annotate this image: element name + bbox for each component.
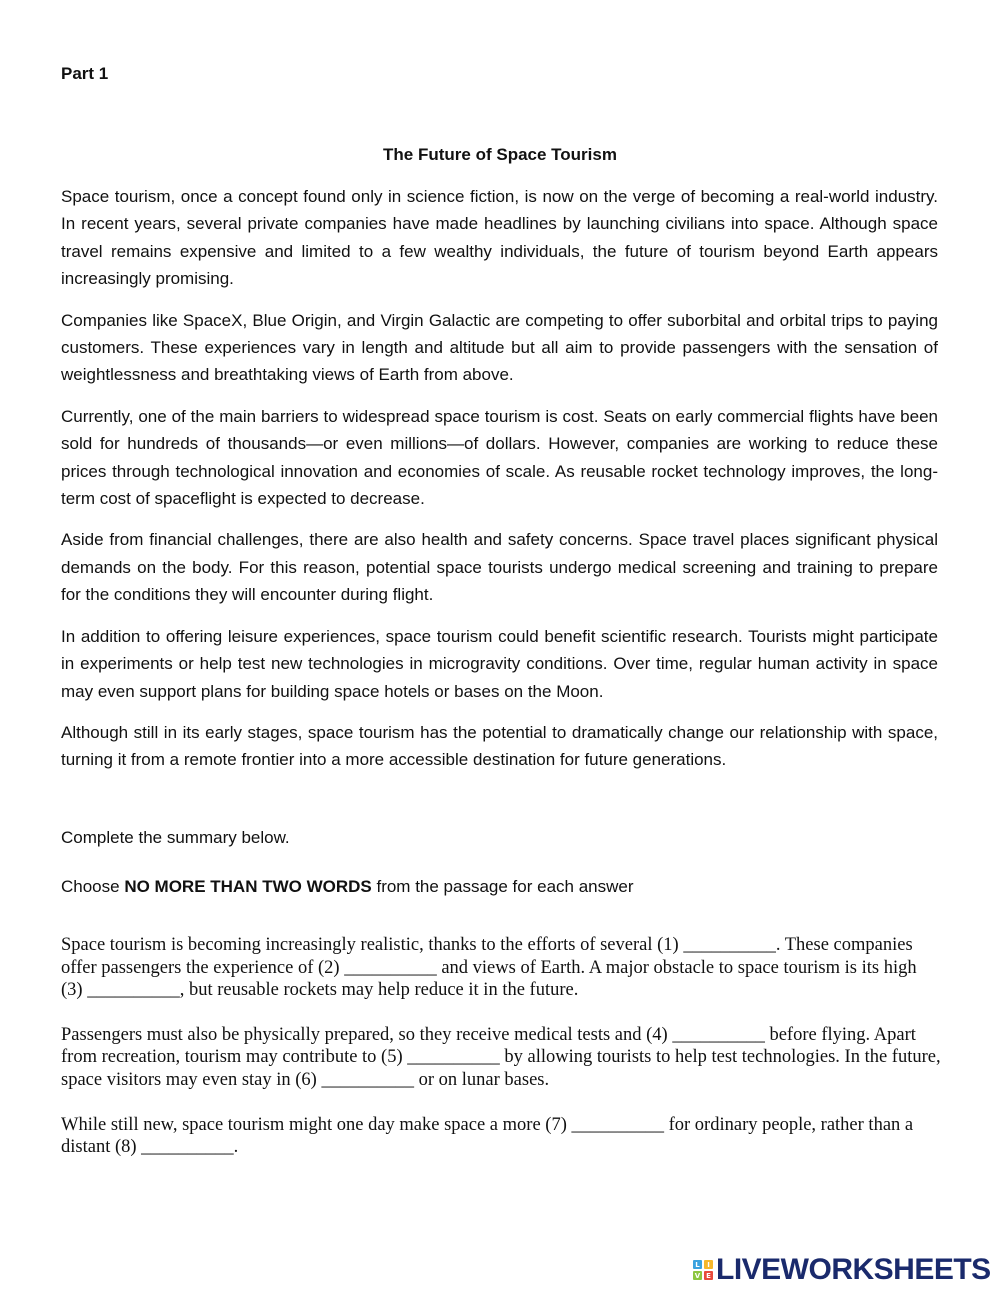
passage-paragraph-4: Aside from financial challenges, there are also health and safety concerns. Space travel places significant physical demands on the body. For this reason, potential space tourists undergo medical screening and training to prepare for the conditions they will encounter during flight.	[61, 530, 938, 605]
summary-text: .	[233, 1137, 239, 1158]
passage-paragraph-1: Space tourism, once a concept found only in science fiction, is now on the verge of becoming a real-world industry. In recent years, several private companies have made headlines by launching civilians into space. Although space travel remains expensive and limited to a few wealthy individuals, the future of tourism beyond Earth appears increasingly promising.	[61, 187, 938, 289]
answer-blank-3[interactable]: __________	[87, 980, 180, 1001]
logo-block-e: E	[704, 1271, 713, 1280]
logo-block-i: I	[704, 1260, 713, 1269]
reading-passage	[61, 183, 938, 788]
passage-paragraph-3: Currently, one of the main barriers to widespread space tourism is cost. Seats on early commercial flights have been sold for hundreds of thousands—or even millions—of dollars. However, companies are working to reduce these prices through technological innovation and economies of scale. As reusable rocket technology improves, the long-term cost of spaceflight is expected to decrease.	[61, 406, 938, 509]
instruction-prefix: Choose	[61, 877, 125, 896]
answer-blank-7[interactable]: __________	[571, 1114, 664, 1135]
logo-icon	[693, 1260, 713, 1280]
summary-text: or on lunar bases.	[413, 1069, 550, 1090]
liveworksheets-logo	[693, 1253, 991, 1287]
part-label: Part 1	[61, 64, 109, 83]
instruction-word-limit	[61, 877, 634, 897]
passage-paragraph-5: In addition to offering leisure experiences, space tourism could benefit scientific research. Tourists might participate in experiments or help test new technologies in microgravity conditions. Over time, regular human activity in space may even support plans for building space hotels or bases on the Moon.	[61, 626, 938, 701]
summary-text: for ordinary people, rather than a distant (8)	[61, 1114, 914, 1158]
logo-block-l: L	[693, 1260, 702, 1269]
answer-blank-8[interactable]: __________	[141, 1137, 234, 1158]
passage-paragraph-6: Although still in its early stages, space tourism has the potential to dramatically change our relationship with space, turning it from a remote frontier into a more accessible destination for future generations.	[61, 722, 938, 770]
summary-text: before flying. Apart from recreation, tourism may contribute to (5)	[61, 1024, 916, 1068]
instruction-complete-summary: Complete the summary below.	[61, 828, 290, 847]
passage-title: The Future of Space Tourism	[383, 145, 617, 164]
instruction-word-limit-bold: NO MORE THAN TWO WORDS	[124, 877, 372, 896]
passage-paragraph-2: Companies like SpaceX, Blue Origin, and Virgin Galactic are competing to offer suborbital and orbital trips to paying customers. These experiences vary in length and altitude but all aim to provide passengers with the sensation of weightlessness and breathtaking views of Earth from above.	[61, 310, 938, 385]
summary-text: Passengers must also be physically prepared, so they receive medical tests and (4)	[61, 1024, 673, 1045]
answer-blank-6[interactable]: __________	[321, 1069, 414, 1090]
summary-section	[61, 934, 941, 1181]
answer-blank-5[interactable]: __________	[407, 1047, 500, 1068]
logo-text: LIVEWORKSHEETS	[716, 1253, 991, 1286]
summary-text: , but reusable rockets may help reduce it in the future.	[179, 980, 579, 1001]
instruction-suffix: from the passage for each answer	[371, 877, 634, 896]
summary-paragraph-3	[61, 1114, 941, 1159]
summary-text: While still new, space tourism might one day make space a more (7)	[61, 1114, 572, 1135]
summary-text: Space tourism is becoming increasingly realistic, thanks to the efforts of several (1)	[61, 935, 684, 955]
logo-block-v: V	[694, 1271, 701, 1280]
answer-blank-2[interactable]: __________	[344, 957, 437, 978]
summary-paragraph-1	[61, 934, 941, 1002]
answer-blank-1[interactable]: __________	[683, 935, 776, 955]
summary-paragraph-2	[61, 1024, 941, 1092]
summary-text: and views of Earth. A major obstacle to space tourism is its high (3)	[61, 957, 917, 1001]
summary-text: . These companies offer passengers the experience of (2)	[61, 935, 913, 978]
answer-blank-4[interactable]: __________	[672, 1024, 765, 1045]
summary-text: by allowing tourists to help test technologies. In the future, space visitors may even stay in (6)	[61, 1047, 941, 1090]
